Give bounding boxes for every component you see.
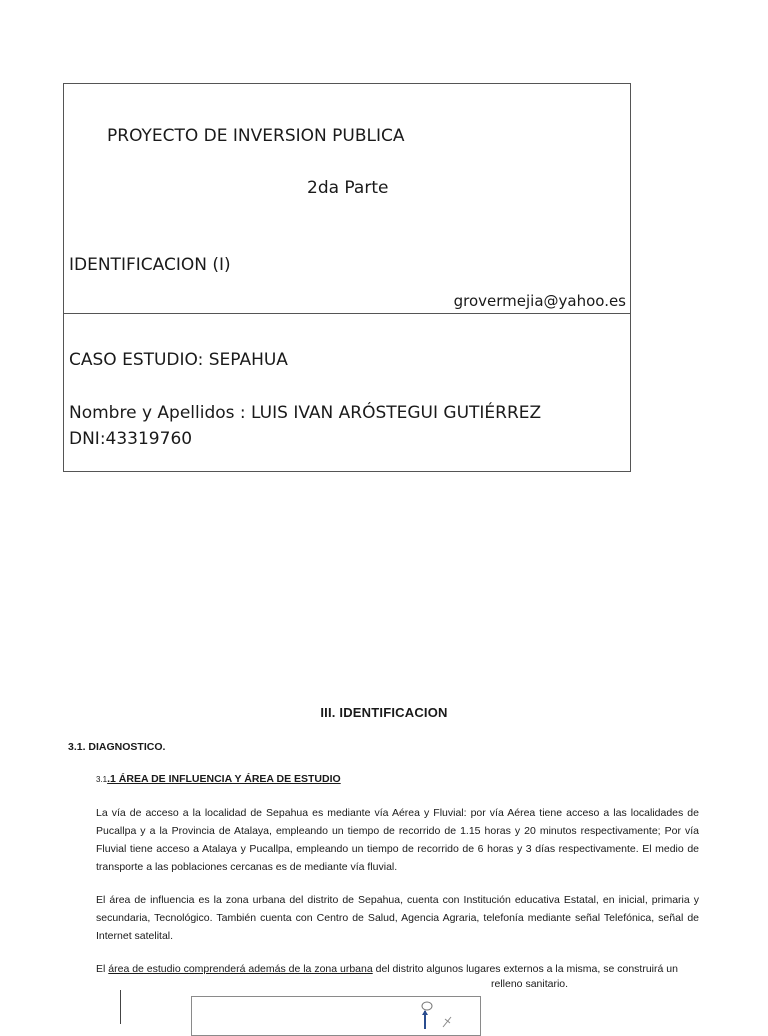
subsection-title: .1 ÁREA DE INFLUENCIA Y ÁREA DE ESTUDIO	[107, 773, 341, 785]
paragraph-influence: El área de influencia es la zona urbana del distrito de Sepahua, cuenta con Institución educativa Estatal, en inicial, primaria y secundaria, Tecnológico. También cuenta con Centro de Salud, Agencia Agraria, telefonía mediante señal Telefónica, señal de Internet satelital.	[96, 894, 699, 942]
subsection-heading	[96, 773, 341, 785]
p3-underlined: área de estudio comprenderá además de la zona urbana	[108, 963, 373, 975]
cover-box	[63, 83, 631, 472]
paragraph-study-area	[96, 960, 699, 978]
map-marker-icon	[417, 1001, 457, 1031]
case-study: CASO ESTUDIO: SEPAHUA	[69, 350, 288, 370]
subsection-prefix: 3.1	[96, 775, 108, 784]
p3-end: del distrito algunos lugares externos a la misma, se construirá un	[372, 963, 678, 975]
p3-start: El	[96, 963, 109, 975]
identificacion-heading: IDENTIFICACION (I)	[69, 255, 231, 275]
author-name: Nombre y Apellidos : LUIS IVAN ARÓSTEGUI GUTIÉRREZ	[69, 403, 542, 423]
map-figure	[191, 996, 481, 1036]
section-title: III. IDENTIFICACION	[320, 705, 448, 720]
paragraph-continuation: relleno sanitario.	[491, 978, 569, 990]
diagnostico-heading: 3.1. DIAGNOSTICO.	[68, 741, 166, 753]
author-dni: DNI:43319760	[69, 429, 193, 449]
margin-line	[120, 990, 121, 1024]
project-subtitle: 2da Parte	[307, 178, 389, 198]
cover-divider	[64, 313, 630, 314]
author-email: grovermejia@yahoo.es	[453, 292, 626, 310]
paragraph-access: La vía de acceso a la localidad de Sepahua es mediante vía Aérea y Fluvial: por vía Aérea tiene acceso a las localidades de Pucallpa y a la Provincia de Atalaya, empleando un tiempo de recorrido de 1.15 horas y 20 minutos respectivamente; Por vía Fluvial tiene acceso a Atalaya y Pucallpa, empleando un tiempo de recorrido de 6 horas y 3 días respectivamente. El medio de transporte a las poblaciones cercanas es de mediante vía fluvial.	[96, 807, 699, 873]
project-title: PROYECTO DE INVERSION PUBLICA	[107, 126, 405, 146]
